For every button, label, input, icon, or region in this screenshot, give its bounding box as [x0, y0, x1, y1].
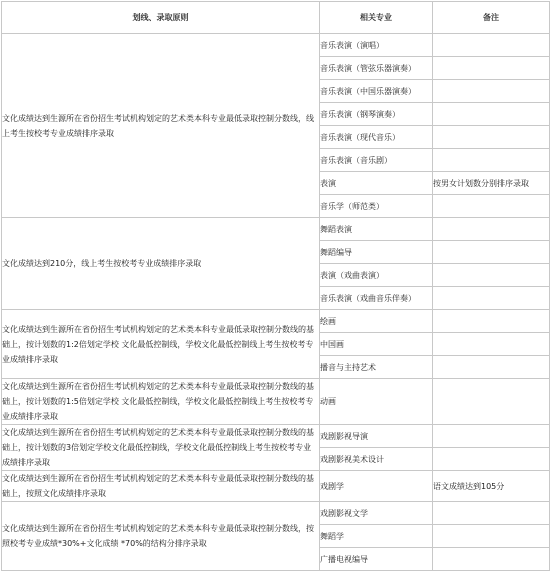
remark — [433, 448, 550, 471]
major-name: 舞蹈学 — [320, 525, 433, 548]
admission-table — [1, 1, 550, 571]
remark — [433, 195, 550, 218]
major-name: 音乐表演（戏曲音乐伴奏） — [320, 287, 433, 310]
remark — [433, 126, 550, 149]
major-name: 舞蹈表演 — [320, 218, 433, 241]
remark — [433, 103, 550, 126]
remark — [433, 218, 550, 241]
remark — [433, 379, 550, 425]
admission-rule: 文化成绩达到生源所在省份招生考试机构划定的艺术类本科专业最低录取控制分数线的基础上，按照文化成绩排序录取 — [2, 471, 320, 502]
major-name: 音乐表演（钢琴演奏） — [320, 103, 433, 126]
major-name: 绘画 — [320, 310, 433, 333]
table-row — [2, 502, 550, 525]
major-name: 戏剧影视美术设计 — [320, 448, 433, 471]
remark — [433, 356, 550, 379]
table-row — [2, 310, 550, 333]
major-name: 舞蹈编导 — [320, 241, 433, 264]
remark — [433, 264, 550, 287]
major-name: 播音与主持艺术 — [320, 356, 433, 379]
admission-rule: 文化成绩达到生源所在省份招生考试机构划定的艺术类本科专业最低录取控制分数线的基础上，按计划数的1:5倍划定学校 文化最低控制线，学校文化最低控制线上考生按校考专业成绩排序录取 — [2, 379, 320, 425]
remark — [433, 425, 550, 448]
major-name: 音乐学（师范类） — [320, 195, 433, 218]
major-name: 音乐表演（音乐剧） — [320, 149, 433, 172]
remark — [433, 548, 550, 571]
major-name: 表演（戏曲表演） — [320, 264, 433, 287]
major-name: 音乐表演（中国乐器演奏） — [320, 80, 433, 103]
header-rule: 划线、录取原则 — [2, 2, 320, 34]
major-name: 中国画 — [320, 333, 433, 356]
remark — [433, 287, 550, 310]
table-row — [2, 379, 550, 425]
table-row — [2, 34, 550, 57]
remark — [433, 333, 550, 356]
remark: 按男女计划数分别排序录取 — [433, 172, 550, 195]
remark: 语文成绩达到105分 — [433, 471, 550, 502]
header-note: 备注 — [433, 2, 550, 34]
admission-rule: 文化成绩达到210分，线上考生按校考专业成绩排序录取 — [2, 218, 320, 310]
table-row — [2, 471, 550, 502]
major-name: 表演 — [320, 172, 433, 195]
header-major: 相关专业 — [320, 2, 433, 34]
table-row — [2, 218, 550, 241]
major-name: 广播电视编导 — [320, 548, 433, 571]
remark — [433, 57, 550, 80]
remark — [433, 34, 550, 57]
remark — [433, 525, 550, 548]
major-name: 音乐表演（管弦乐器演奏） — [320, 57, 433, 80]
remark — [433, 502, 550, 525]
admission-rule: 文化成绩达到生源所在省份招生考试机构划定的艺术类本科专业最低录取控制分数线的基础上，按计划数的3倍划定学校文化最低控制线，学校文化最低控制线上考生按校考专业成绩排序录取 — [2, 425, 320, 471]
table-row — [2, 425, 550, 448]
major-name: 音乐表演（演唱） — [320, 34, 433, 57]
remark — [433, 80, 550, 103]
remark — [433, 310, 550, 333]
major-name: 音乐表演（现代音乐） — [320, 126, 433, 149]
admission-rule: 文化成绩达到生源所在省份招生考试机构划定的艺术类本科专业最低录取控制分数线的基础上，按计划数的1:2倍划定学校 文化最低控制线，学校文化最低控制线上考生按校考专业成绩排序录取 — [2, 310, 320, 379]
major-name: 戏剧影视文学 — [320, 502, 433, 525]
major-name: 动画 — [320, 379, 433, 425]
admission-rule: 文化成绩达到生源所在省份招生考试机构划定的艺术类本科专业最低录取控制分数线，按照校考专业成绩*30%+文化成绩 *70%的结构分排序录取 — [2, 502, 320, 571]
major-name: 戏剧学 — [320, 471, 433, 502]
remark — [433, 149, 550, 172]
header-row — [2, 2, 550, 34]
admission-rule: 文化成绩达到生源所在省份招生考试机构划定的艺术类本科专业最低录取控制分数线，线上考生按校考专业成绩排序录取 — [2, 34, 320, 218]
remark — [433, 241, 550, 264]
major-name: 戏剧影视导演 — [320, 425, 433, 448]
